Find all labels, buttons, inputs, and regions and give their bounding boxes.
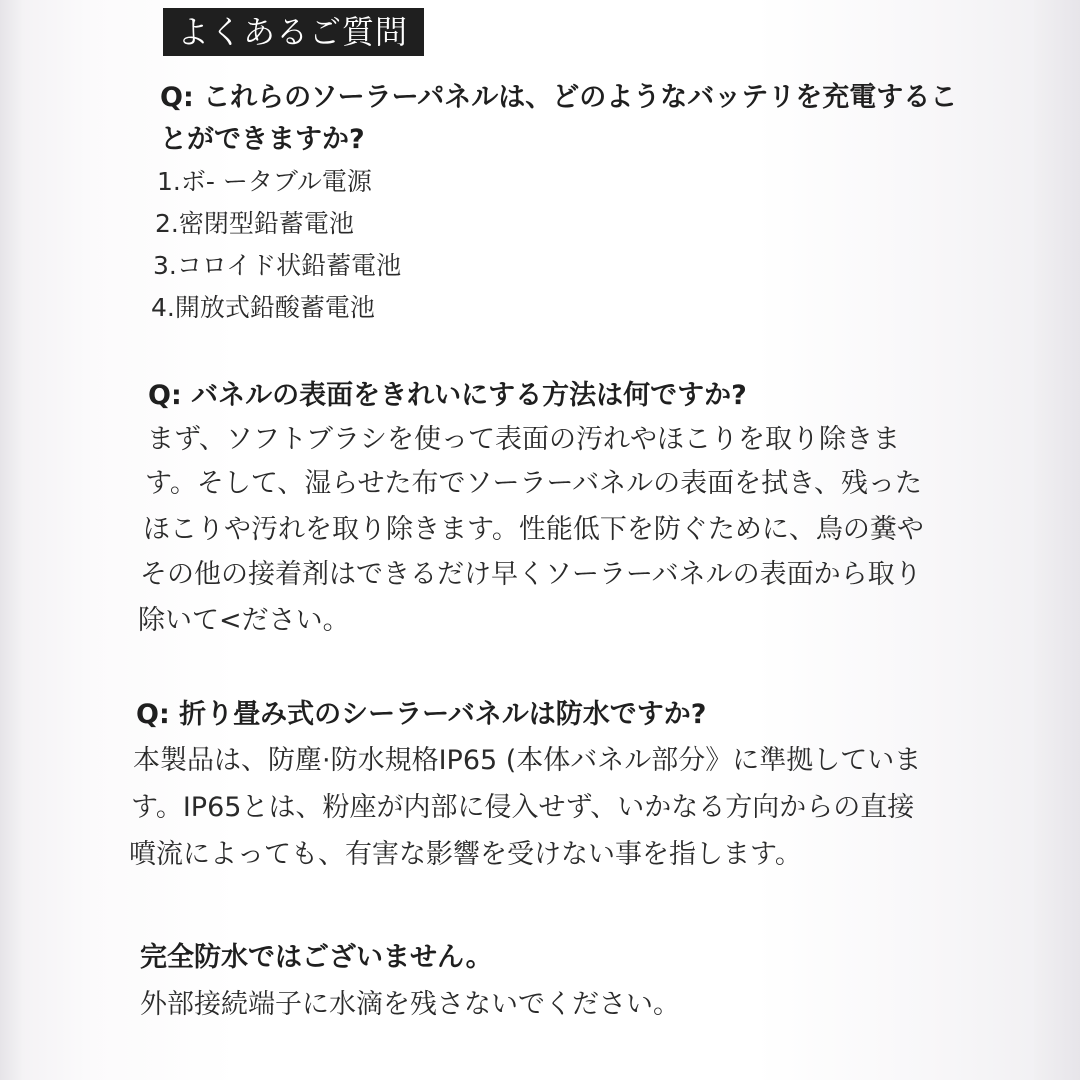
faq3-answer-line: 本製品は、防塵·防水規格IP65 (本体バネル部分》に準拠していま [133, 745, 922, 776]
faq3-question: Q: 折り畳み式のシーラーバネルは防水ですか? [136, 699, 707, 730]
faq2-answer-line: 除いて<ださい。 [138, 605, 350, 636]
faq3-answer-line: す。IP65とは、粉座が内部に侵入せず、いかなる方向からの直接 [131, 792, 915, 823]
waterproof-note-title: 完全防水ではございません。 [140, 942, 493, 973]
faq2-answer-line: まず、ソフトブラシを使って表面の汚れやほこりを取り除きま [147, 424, 901, 455]
faq2-answer-line: その他の接着剤はできるだけ早くソーラーバネルの表面から取り [140, 559, 922, 590]
faq-heading: よくあるご質問 [163, 8, 424, 56]
faq2-question: Q: バネルの表面をきれいにする方法は何ですか? [148, 380, 747, 411]
faq1-list-item: 1.ボ- ータブル電源 [157, 167, 372, 196]
faq2-answer-line: ほこりや汚れを取り除きます。性能低下を防ぐために、鳥の糞や [143, 514, 924, 545]
faq1-list-item: 3.コロイド状鉛蓄電池 [153, 251, 402, 280]
faq1-list-item: 4.開放式鉛酸蓄電池 [151, 293, 375, 322]
faq2-answer-line: す。そして、湿らせた布でソーラーバネルの表面を拭き、残った [145, 468, 923, 499]
faq1-question-line-2: とができますか? [160, 124, 365, 155]
faq1-list-item: 2.密閉型鉛蓄電池 [155, 209, 354, 238]
faq1-question-line-1: Q: これらのソーラーパネルは、どのようなバッテリを充電するこ [160, 82, 958, 113]
waterproof-note-text: 外部接続端子に水滴を残さないでください。 [140, 989, 680, 1020]
faq3-answer-line: 噴流によっても、有害な影響を受けない事を指します。 [129, 839, 802, 870]
